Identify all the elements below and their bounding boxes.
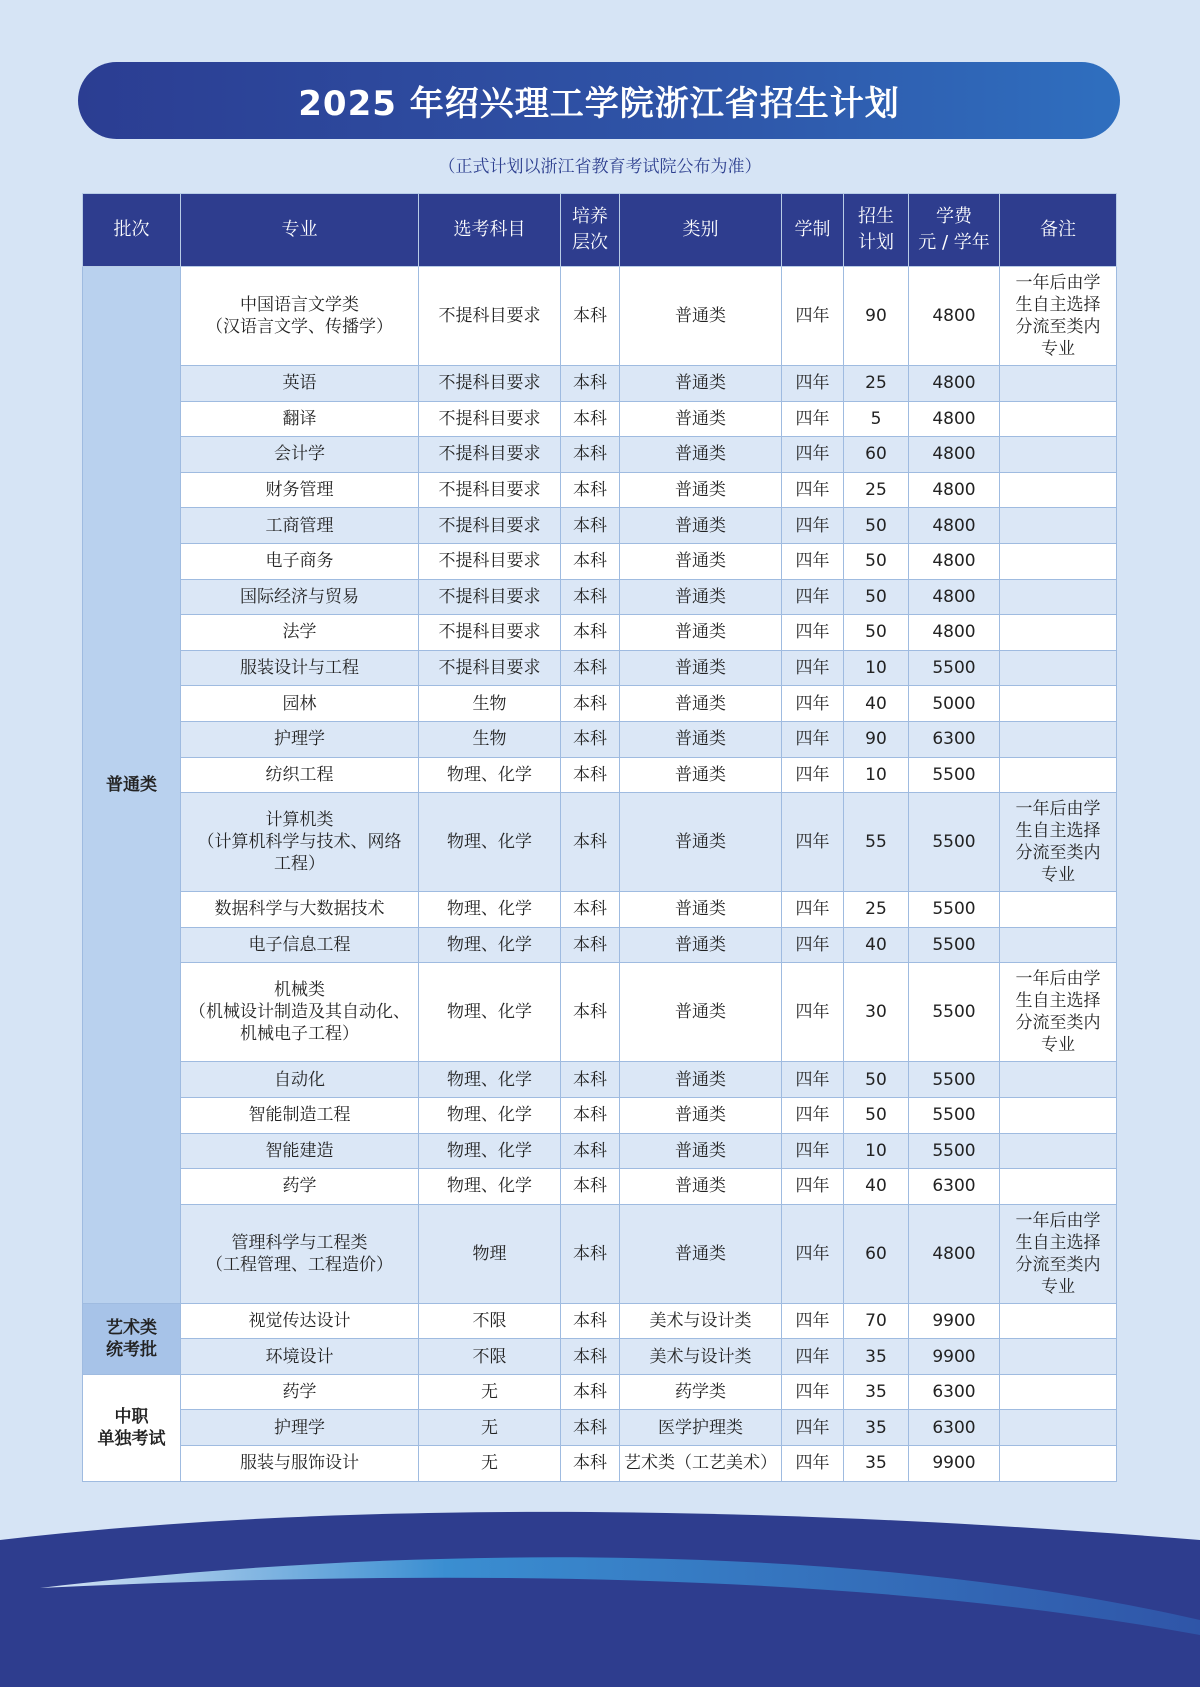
fee-cell: 4800	[909, 543, 1000, 579]
category-cell: 普通类	[620, 757, 782, 793]
level-cell: 本科	[561, 615, 620, 651]
fee-cell: 9900	[909, 1446, 1000, 1482]
note-cell: 一年后由学 生自主选择 分流至类内 专业	[1000, 267, 1117, 366]
title-banner	[78, 62, 1120, 139]
major-cell: 英语	[181, 366, 419, 402]
note-cell	[1000, 1410, 1117, 1446]
table-row	[83, 927, 1117, 963]
fee-cell: 4800	[909, 508, 1000, 544]
level-cell: 本科	[561, 366, 620, 402]
major-cell: 会计学	[181, 437, 419, 473]
plan-count-cell: 50	[844, 543, 909, 579]
plan-count-cell: 35	[844, 1374, 909, 1410]
level-cell: 本科	[561, 1204, 620, 1303]
table-row	[83, 1446, 1117, 1482]
level-cell: 本科	[561, 1062, 620, 1098]
fee-cell: 6300	[909, 1169, 1000, 1205]
category-cell: 普通类	[620, 267, 782, 366]
column-header: 学费 元 / 学年	[909, 194, 1000, 267]
plan-count-cell: 25	[844, 366, 909, 402]
category-cell: 药学类	[620, 1374, 782, 1410]
category-cell: 普通类	[620, 615, 782, 651]
table-row	[83, 472, 1117, 508]
note-cell	[1000, 892, 1117, 928]
table-row	[83, 793, 1117, 892]
category-cell: 美术与设计类	[620, 1303, 782, 1339]
plan-count-cell: 60	[844, 437, 909, 473]
category-cell: 普通类	[620, 721, 782, 757]
note-cell	[1000, 1169, 1117, 1205]
major-cell: 工商管理	[181, 508, 419, 544]
fee-cell: 6300	[909, 1410, 1000, 1446]
major-cell: 智能建造	[181, 1133, 419, 1169]
fee-cell: 5500	[909, 1062, 1000, 1098]
level-cell: 本科	[561, 650, 620, 686]
subjects-cell: 不提科目要求	[419, 543, 561, 579]
table-row	[83, 543, 1117, 579]
table-row	[83, 721, 1117, 757]
plan-count-cell: 25	[844, 472, 909, 508]
level-cell: 本科	[561, 1339, 620, 1375]
plan-count-cell: 5	[844, 401, 909, 437]
subjects-cell: 物理、化学	[419, 757, 561, 793]
table-header-row	[83, 194, 1117, 267]
category-cell: 普通类	[620, 1169, 782, 1205]
note-cell	[1000, 437, 1117, 473]
fee-cell: 5000	[909, 686, 1000, 722]
plan-count-cell: 90	[844, 721, 909, 757]
category-cell: 普通类	[620, 437, 782, 473]
major-cell: 管理科学与工程类 （工程管理、工程造价）	[181, 1204, 419, 1303]
plan-count-cell: 40	[844, 1169, 909, 1205]
years-cell: 四年	[782, 615, 844, 651]
subjects-cell: 不提科目要求	[419, 508, 561, 544]
fee-cell: 5500	[909, 927, 1000, 963]
fee-cell: 4800	[909, 401, 1000, 437]
major-cell: 环境设计	[181, 1339, 419, 1375]
fee-cell: 4800	[909, 1204, 1000, 1303]
major-cell: 护理学	[181, 1410, 419, 1446]
plan-count-cell: 25	[844, 892, 909, 928]
decorative-wave	[0, 1500, 1200, 1687]
plan-count-cell: 50	[844, 1062, 909, 1098]
years-cell: 四年	[782, 721, 844, 757]
column-header: 学制	[782, 194, 844, 267]
years-cell: 四年	[782, 927, 844, 963]
category-cell: 普通类	[620, 892, 782, 928]
major-cell: 服装与服饰设计	[181, 1446, 419, 1482]
fee-cell: 6300	[909, 1374, 1000, 1410]
level-cell: 本科	[561, 686, 620, 722]
fee-cell: 5500	[909, 650, 1000, 686]
major-cell: 视觉传达设计	[181, 1303, 419, 1339]
category-cell: 普通类	[620, 366, 782, 402]
years-cell: 四年	[782, 1097, 844, 1133]
category-cell: 普通类	[620, 1097, 782, 1133]
fee-cell: 4800	[909, 579, 1000, 615]
subjects-cell: 物理、化学	[419, 1062, 561, 1098]
years-cell: 四年	[782, 1446, 844, 1482]
level-cell: 本科	[561, 1446, 620, 1482]
fee-cell: 5500	[909, 1097, 1000, 1133]
note-cell	[1000, 1133, 1117, 1169]
category-cell: 普通类	[620, 508, 782, 544]
category-cell: 普通类	[620, 1062, 782, 1098]
plan-count-cell: 50	[844, 615, 909, 651]
note-cell	[1000, 366, 1117, 402]
table-row	[83, 615, 1117, 651]
table-row	[83, 267, 1117, 366]
years-cell: 四年	[782, 650, 844, 686]
years-cell: 四年	[782, 401, 844, 437]
major-cell: 财务管理	[181, 472, 419, 508]
fee-cell: 5500	[909, 1133, 1000, 1169]
fee-cell: 9900	[909, 1339, 1000, 1375]
note-cell	[1000, 1097, 1117, 1133]
plan-count-cell: 35	[844, 1339, 909, 1375]
major-cell: 药学	[181, 1169, 419, 1205]
years-cell: 四年	[782, 1410, 844, 1446]
note-cell	[1000, 1062, 1117, 1098]
level-cell: 本科	[561, 963, 620, 1062]
level-cell: 本科	[561, 1303, 620, 1339]
subjects-cell: 不提科目要求	[419, 366, 561, 402]
page-title: 2025 年绍兴理工学院浙江省招生计划	[298, 84, 900, 124]
table-row	[83, 366, 1117, 402]
years-cell: 四年	[782, 1169, 844, 1205]
years-cell: 四年	[782, 267, 844, 366]
category-cell: 普通类	[620, 1133, 782, 1169]
column-header: 批次	[83, 194, 181, 267]
table-row	[83, 1410, 1117, 1446]
fee-cell: 5500	[909, 892, 1000, 928]
enrollment-plan-table	[82, 193, 1117, 1482]
table-row	[83, 686, 1117, 722]
major-cell: 法学	[181, 615, 419, 651]
table-row	[83, 1374, 1117, 1410]
major-cell: 中国语言文学类 （汉语言文学、传播学）	[181, 267, 419, 366]
category-cell: 美术与设计类	[620, 1339, 782, 1375]
note-cell	[1000, 721, 1117, 757]
fee-cell: 4800	[909, 366, 1000, 402]
subjects-cell: 物理、化学	[419, 1133, 561, 1169]
subjects-cell: 不提科目要求	[419, 650, 561, 686]
table-row	[83, 437, 1117, 473]
years-cell: 四年	[782, 1204, 844, 1303]
note-cell: 一年后由学 生自主选择 分流至类内 专业	[1000, 793, 1117, 892]
years-cell: 四年	[782, 892, 844, 928]
fee-cell: 4800	[909, 615, 1000, 651]
subjects-cell: 生物	[419, 686, 561, 722]
table-row	[83, 757, 1117, 793]
category-cell: 艺术类（工艺美术）	[620, 1446, 782, 1482]
category-cell: 普通类	[620, 579, 782, 615]
plan-count-cell: 10	[844, 650, 909, 686]
subjects-cell: 物理、化学	[419, 927, 561, 963]
subjects-cell: 不限	[419, 1303, 561, 1339]
note-cell	[1000, 508, 1117, 544]
years-cell: 四年	[782, 963, 844, 1062]
table-body	[83, 267, 1117, 1482]
level-cell: 本科	[561, 757, 620, 793]
level-cell: 本科	[561, 543, 620, 579]
fee-cell: 9900	[909, 1303, 1000, 1339]
plan-count-cell: 35	[844, 1410, 909, 1446]
subjects-cell: 物理、化学	[419, 793, 561, 892]
plan-count-cell: 55	[844, 793, 909, 892]
major-cell: 机械类 （机械设计制造及其自动化、 机械电子工程）	[181, 963, 419, 1062]
level-cell: 本科	[561, 892, 620, 928]
level-cell: 本科	[561, 1133, 620, 1169]
years-cell: 四年	[782, 472, 844, 508]
plan-count-cell: 50	[844, 579, 909, 615]
fee-cell: 4800	[909, 472, 1000, 508]
plan-count-cell: 10	[844, 757, 909, 793]
years-cell: 四年	[782, 1374, 844, 1410]
note-cell	[1000, 1446, 1117, 1482]
note-cell	[1000, 401, 1117, 437]
subjects-cell: 物理、化学	[419, 1097, 561, 1133]
subjects-cell: 不提科目要求	[419, 472, 561, 508]
batch-group-cell: 中职 单独考试	[83, 1374, 181, 1481]
batch-group-cell: 普通类	[83, 267, 181, 1304]
subjects-cell: 物理、化学	[419, 1169, 561, 1205]
subjects-cell: 不提科目要求	[419, 579, 561, 615]
category-cell: 普通类	[620, 650, 782, 686]
note-cell: 一年后由学 生自主选择 分流至类内 专业	[1000, 1204, 1117, 1303]
category-cell: 普通类	[620, 963, 782, 1062]
note-cell	[1000, 1339, 1117, 1375]
table-row	[83, 1133, 1117, 1169]
table-row	[83, 892, 1117, 928]
level-cell: 本科	[561, 1410, 620, 1446]
major-cell: 自动化	[181, 1062, 419, 1098]
level-cell: 本科	[561, 1374, 620, 1410]
plan-count-cell: 35	[844, 1446, 909, 1482]
table-row	[83, 1204, 1117, 1303]
major-cell: 翻译	[181, 401, 419, 437]
years-cell: 四年	[782, 543, 844, 579]
category-cell: 医学护理类	[620, 1410, 782, 1446]
level-cell: 本科	[561, 1169, 620, 1205]
column-header: 培养 层次	[561, 194, 620, 267]
column-header: 专业	[181, 194, 419, 267]
subjects-cell: 不限	[419, 1339, 561, 1375]
major-cell: 纺织工程	[181, 757, 419, 793]
note-cell	[1000, 1303, 1117, 1339]
note-cell	[1000, 757, 1117, 793]
column-header: 招生 计划	[844, 194, 909, 267]
note-cell	[1000, 472, 1117, 508]
level-cell: 本科	[561, 927, 620, 963]
years-cell: 四年	[782, 1133, 844, 1169]
major-cell: 服装设计与工程	[181, 650, 419, 686]
major-cell: 计算机类 （计算机科学与技术、网络 工程）	[181, 793, 419, 892]
table-row	[83, 1169, 1117, 1205]
category-cell: 普通类	[620, 793, 782, 892]
category-cell: 普通类	[620, 472, 782, 508]
subjects-cell: 物理、化学	[419, 963, 561, 1062]
subjects-cell: 不提科目要求	[419, 401, 561, 437]
years-cell: 四年	[782, 366, 844, 402]
years-cell: 四年	[782, 1339, 844, 1375]
table-row	[83, 1097, 1117, 1133]
plan-count-cell: 10	[844, 1133, 909, 1169]
level-cell: 本科	[561, 472, 620, 508]
major-cell: 数据科学与大数据技术	[181, 892, 419, 928]
plan-count-cell: 50	[844, 1097, 909, 1133]
subjects-cell: 不提科目要求	[419, 615, 561, 651]
note-cell	[1000, 579, 1117, 615]
fee-cell: 6300	[909, 721, 1000, 757]
major-cell: 电子商务	[181, 543, 419, 579]
note-cell	[1000, 686, 1117, 722]
table-row	[83, 401, 1117, 437]
subjects-cell: 不提科目要求	[419, 437, 561, 473]
major-cell: 园林	[181, 686, 419, 722]
level-cell: 本科	[561, 437, 620, 473]
table-row	[83, 1303, 1117, 1339]
category-cell: 普通类	[620, 686, 782, 722]
note-cell	[1000, 543, 1117, 579]
plan-count-cell: 70	[844, 1303, 909, 1339]
major-cell: 护理学	[181, 721, 419, 757]
category-cell: 普通类	[620, 401, 782, 437]
page-subtitle: （正式计划以浙江省教育考试院公布为准）	[438, 157, 762, 177]
subjects-cell: 无	[419, 1410, 561, 1446]
plan-count-cell: 40	[844, 927, 909, 963]
table-row	[83, 579, 1117, 615]
table-row	[83, 1339, 1117, 1375]
plan-count-cell: 60	[844, 1204, 909, 1303]
level-cell: 本科	[561, 508, 620, 544]
major-cell: 药学	[181, 1374, 419, 1410]
note-cell	[1000, 1374, 1117, 1410]
category-cell: 普通类	[620, 927, 782, 963]
level-cell: 本科	[561, 267, 620, 366]
plan-count-cell: 30	[844, 963, 909, 1062]
batch-group-cell: 艺术类 统考批	[83, 1303, 181, 1374]
note-cell	[1000, 615, 1117, 651]
years-cell: 四年	[782, 757, 844, 793]
level-cell: 本科	[561, 579, 620, 615]
fee-cell: 5500	[909, 963, 1000, 1062]
years-cell: 四年	[782, 508, 844, 544]
years-cell: 四年	[782, 686, 844, 722]
fee-cell: 5500	[909, 757, 1000, 793]
plan-count-cell: 40	[844, 686, 909, 722]
subjects-cell: 无	[419, 1374, 561, 1410]
years-cell: 四年	[782, 793, 844, 892]
years-cell: 四年	[782, 437, 844, 473]
fee-cell: 4800	[909, 437, 1000, 473]
subjects-cell: 无	[419, 1446, 561, 1482]
level-cell: 本科	[561, 793, 620, 892]
column-header: 选考科目	[419, 194, 561, 267]
years-cell: 四年	[782, 1062, 844, 1098]
major-cell: 国际经济与贸易	[181, 579, 419, 615]
note-cell	[1000, 927, 1117, 963]
note-cell: 一年后由学 生自主选择 分流至类内 专业	[1000, 963, 1117, 1062]
subjects-cell: 不提科目要求	[419, 267, 561, 366]
level-cell: 本科	[561, 721, 620, 757]
years-cell: 四年	[782, 579, 844, 615]
subjects-cell: 生物	[419, 721, 561, 757]
column-header: 类别	[620, 194, 782, 267]
table-row	[83, 1062, 1117, 1098]
years-cell: 四年	[782, 1303, 844, 1339]
column-header: 备注	[1000, 194, 1117, 267]
fee-cell: 4800	[909, 267, 1000, 366]
category-cell: 普通类	[620, 1204, 782, 1303]
subjects-cell: 物理	[419, 1204, 561, 1303]
level-cell: 本科	[561, 401, 620, 437]
table-row	[83, 508, 1117, 544]
major-cell: 智能制造工程	[181, 1097, 419, 1133]
level-cell: 本科	[561, 1097, 620, 1133]
plan-count-cell: 50	[844, 508, 909, 544]
table-row	[83, 650, 1117, 686]
plan-count-cell: 90	[844, 267, 909, 366]
note-cell	[1000, 650, 1117, 686]
category-cell: 普通类	[620, 543, 782, 579]
table-row	[83, 963, 1117, 1062]
major-cell: 电子信息工程	[181, 927, 419, 963]
subjects-cell: 物理、化学	[419, 892, 561, 928]
fee-cell: 5500	[909, 793, 1000, 892]
